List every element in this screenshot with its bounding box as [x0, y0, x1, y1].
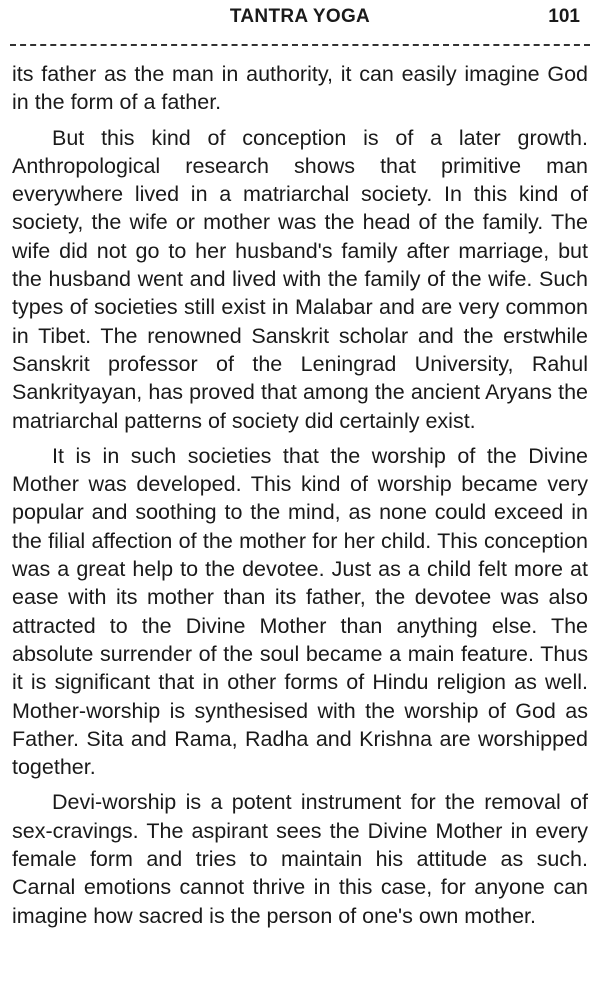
body-text: [12, 60, 588, 937]
paragraph-devi-worship: Devi-worship is a potent instrument for the removal of sex-cravings. The aspirant sees the Divine Mother in every female form and tries to maintain his attitude as such. Carnal emotions cannot thrive in this case, for anyone can imagine how sacred is the person of one's own mother.: [12, 790, 588, 928]
running-title: TANTRA YOGA: [229, 6, 371, 27]
running-head: [12, 6, 588, 32]
paragraph-matriarchal-society: But this kind of conception is of a later growth. Anthropological research shows that primitive man everywhere lived in a matriarchal society. In this kind of society, the wife or mother was the head of the family. The wife did not go to her husband's family after marriage, but the husband went and lived with the family of the wife. Such types of societies still exist in Malabar and are very common in Tibet. The renowned Sanskrit scholar and the erstwhile Sanskrit professor of the Leningrad University, Rahul Sankrityayan, has proved that among the ancient Aryans the matriarchal patterns of society did certainly exist.: [12, 125, 588, 433]
page-number: 101: [548, 6, 580, 27]
header-dashed-rule: [10, 44, 590, 46]
paragraph-divine-mother-worship: It is in such societies that the worship of the Divine Mother was developed. This kind of worship became very popular and soothing to the mind, as none could exceed in the filial affection of the mother for her child. This conception was a great help to the devotee. Just as a child felt more at ease with its mother than its father, the devotee was also attracted to the Divine Mother than anything else. The absolute surrender of the soul became a main feature. Thus it is significant that in other forms of Hindu religion as well. Mother-worship is synthesised with the worship of God as Father. Sita and Rama, Radha and Krishna are worshipped together.: [12, 443, 588, 780]
paragraph-continued: its father as the man in authority, it can easily imagine God in the form of a father.: [12, 62, 588, 115]
